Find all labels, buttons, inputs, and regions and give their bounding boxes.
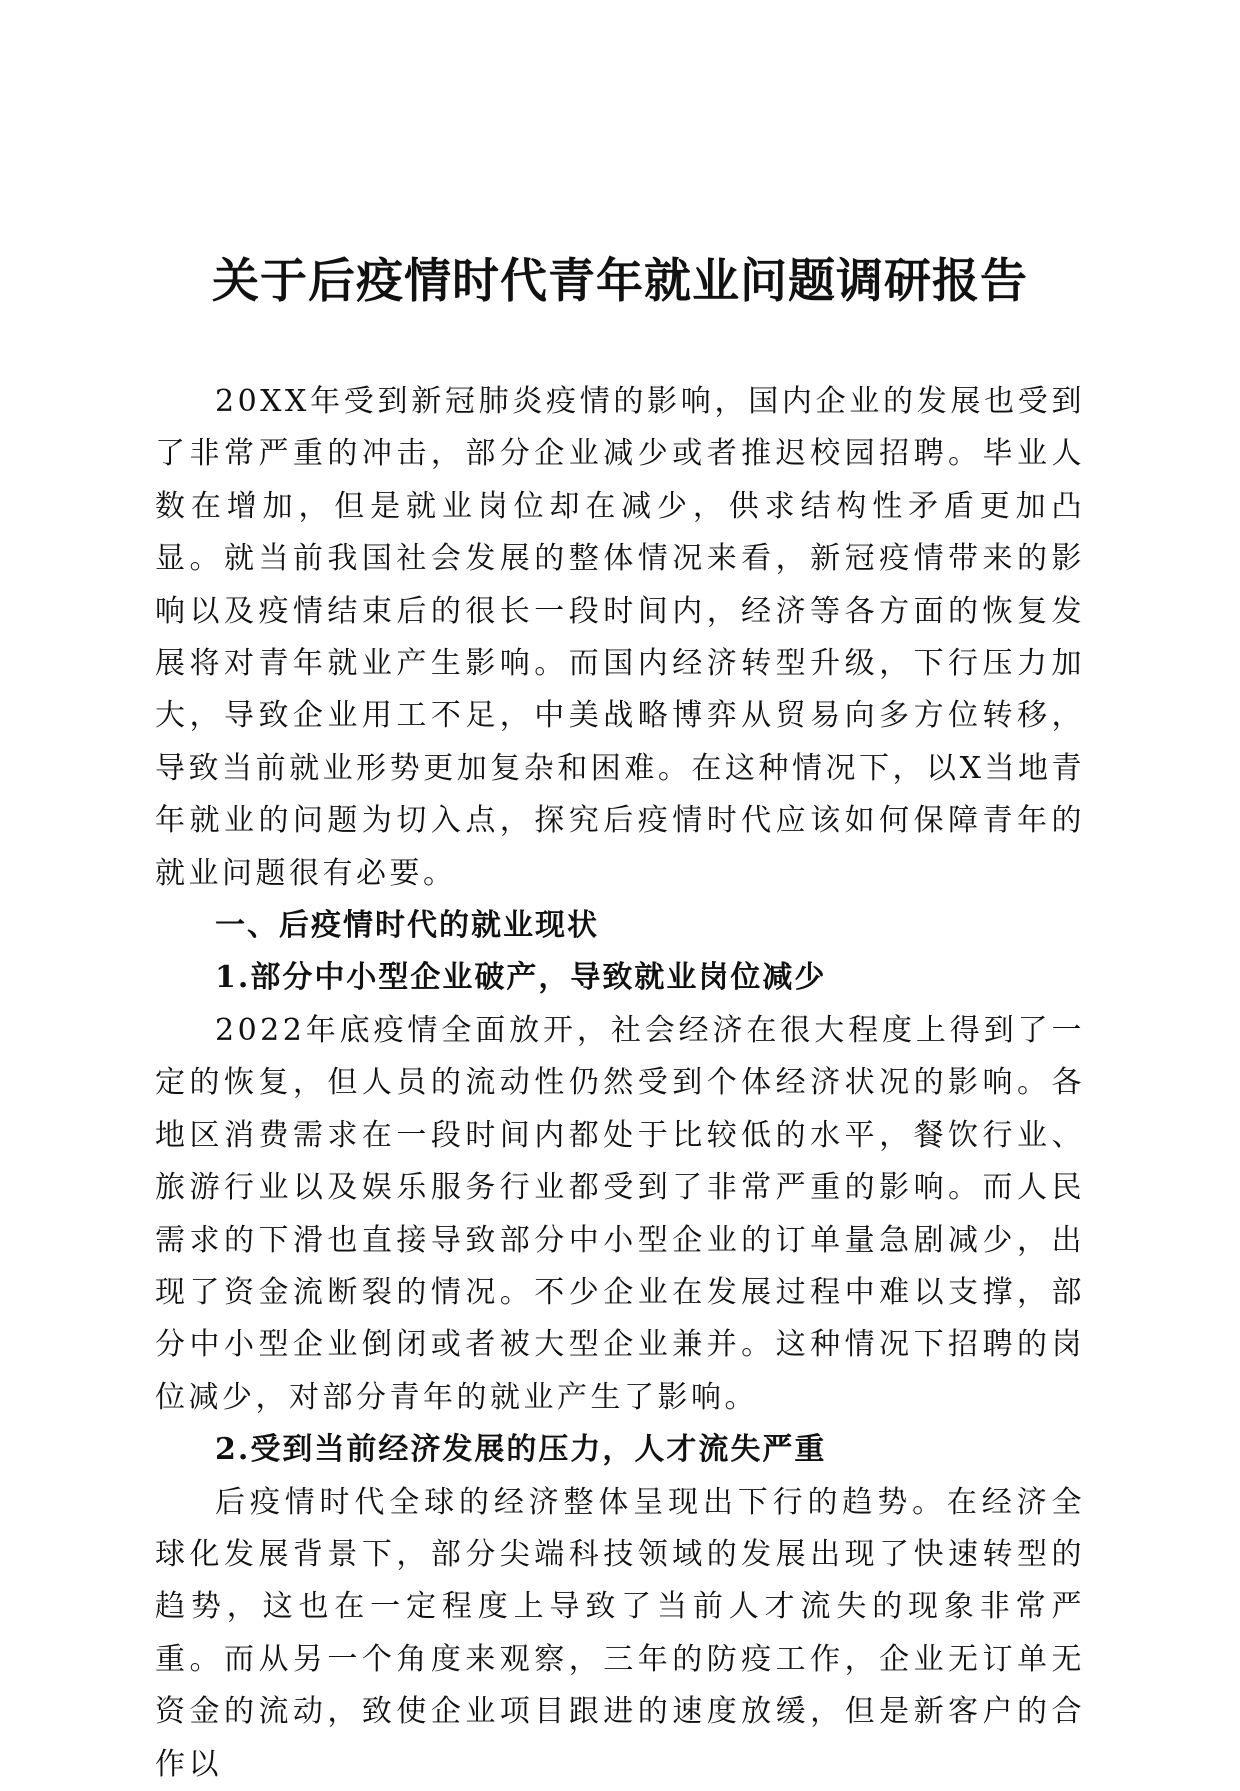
subsection-heading-2: 2.受到当前经济发展的压力，人才流失严重 bbox=[215, 1432, 827, 1468]
section-heading-1: 一、后疫情时代的就业现状 bbox=[215, 908, 599, 944]
document-body bbox=[155, 376, 1085, 1791]
document-title: 关于后疫情时代青年就业问题调研报告 bbox=[212, 254, 1028, 309]
subsection-heading-1: 1.部分中小型企业破产，导致就业岗位减少 bbox=[215, 960, 827, 996]
paragraph-2: 2022年底疫情全面放开，社会经济在很大程度上得到了一定的恢复，但人员的流动性仍然受到个体经济状况的影响。各地区消费需求在一段时间内都处于比较低的水平，餐饮行业、旅游行业以及娱乐服务行业都受到了非常严重的影响。而人民需求的下滑也直接导致部分中小型企业的订单量急剧减少，出现了资金流断裂的情况。不少企业在发展过程中难以支撑，部分中小型企业倒闭或者被大型企业兼并。这种情况下招聘的岗位减少，对部分青年的就业产生了影响。 bbox=[155, 1012, 1085, 1415]
paragraph-3: 后疫情时代全球的经济整体呈现出下行的趋势。在经济全球化发展背景下，部分尖端科技领域的发展出现了快速转型的趋势，这也在一定程度上导致了当前人才流失的现象非常严重。而从另一个角度来观察，三年的防疫工作，企业无订单无资金的流动，致使企业项目跟进的速度放缓，但是新客户的合作以 bbox=[155, 1484, 1085, 1782]
intro-paragraph: 20XX年受到新冠肺炎疫情的影响，国内企业的发展也受到了非常严重的冲击，部分企业减少或者推迟校园招聘。毕业人数在增加，但是就业岗位却在减少，供求结构性矛盾更加凸显。就当前我国社会发展的整体情况来看，新冠疫情带来的影响以及疫情结束后的很长一段时间内，经济等各方面的恢复发展将对青年就业产生影响。而国内经济转型升级，下行压力加大，导致企业用工不足，中美战略博弈从贸易向多方位转移，导致当前就业形势更加复杂和困难。在这种情况下，以X当地青年就业的问题为切入点，探究后疫情时代应该如何保障青年的就业问题很有必要。 bbox=[155, 384, 1085, 891]
